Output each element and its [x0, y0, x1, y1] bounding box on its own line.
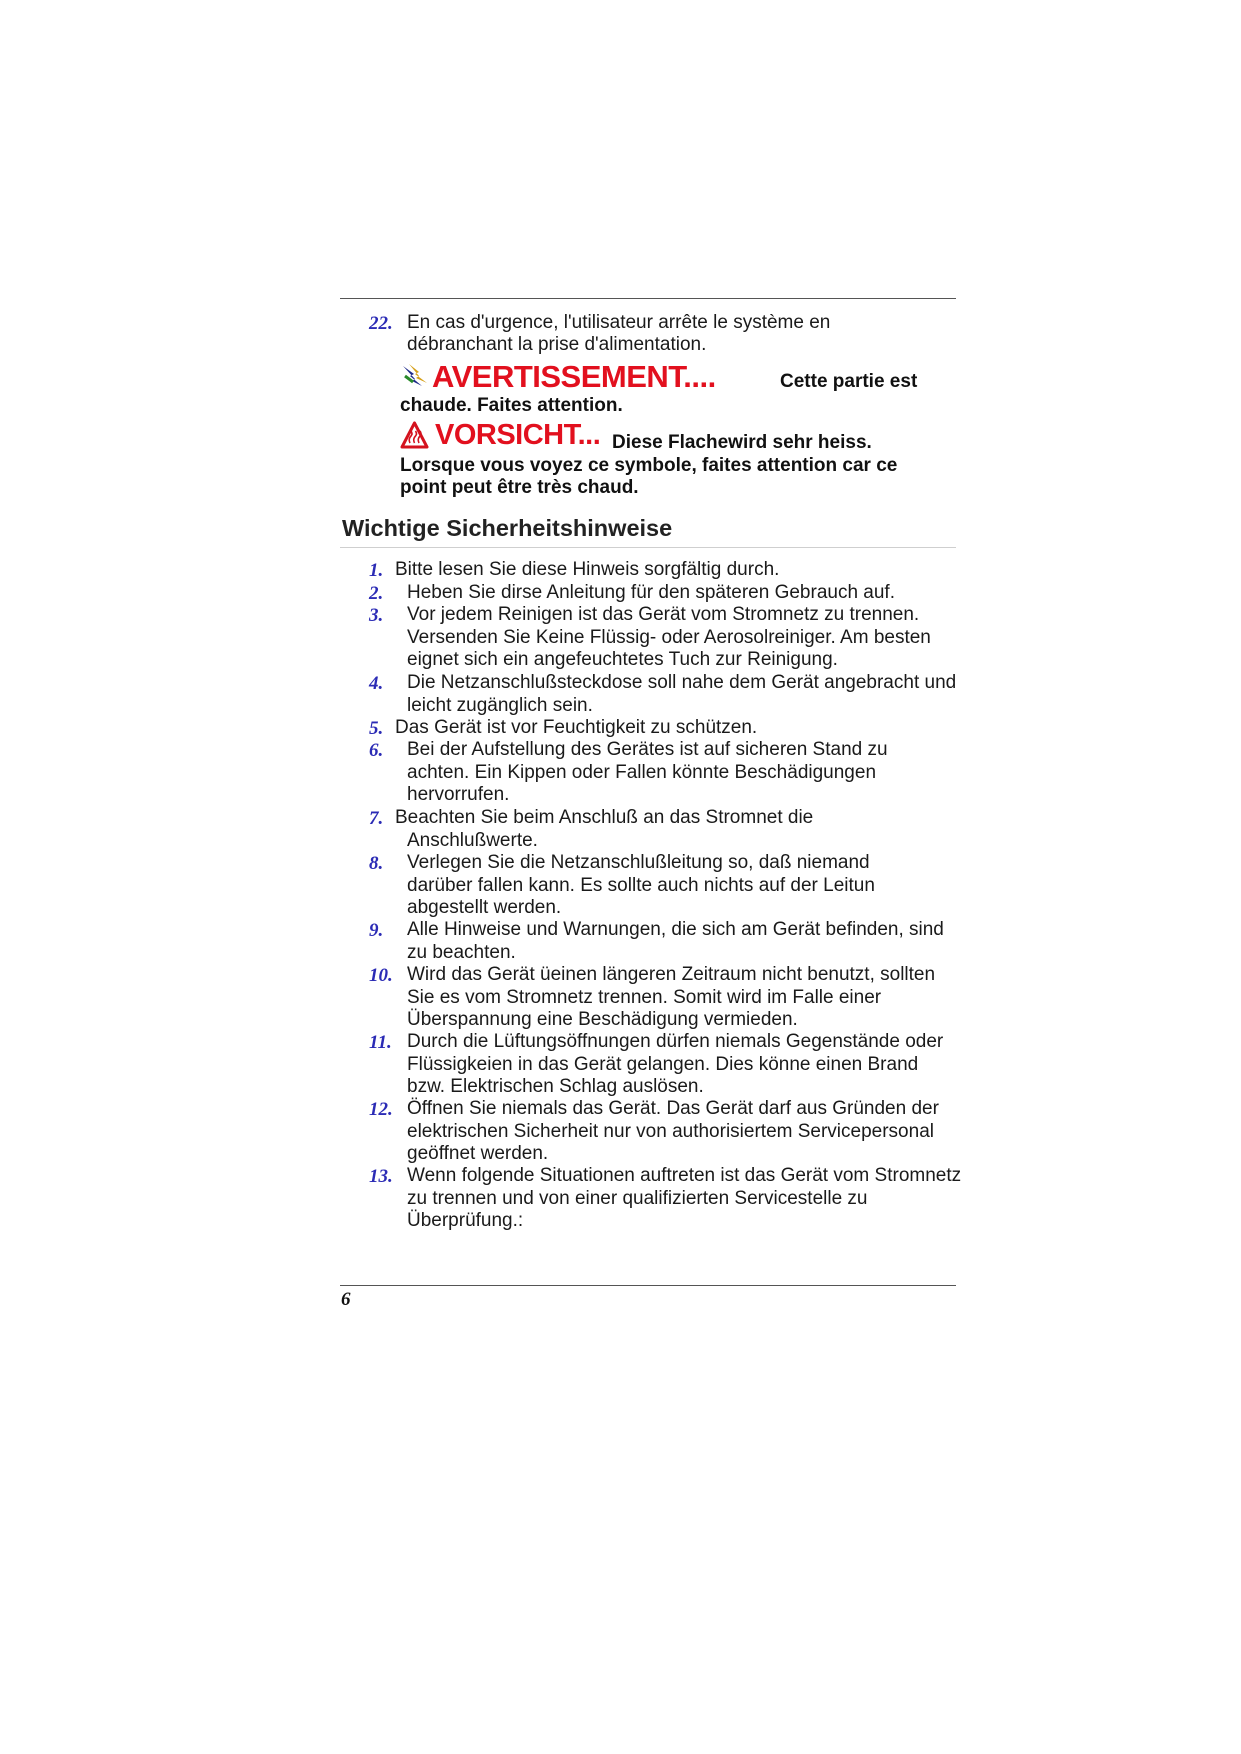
warning-de-note-3: point peut être très chaud. [400, 477, 639, 498]
item-text-line-2: Anschlußwerte. [407, 829, 538, 851]
warning-de-note-2: Lorsque vous voyez ce symbole, faites attention car ce [400, 455, 898, 476]
item-text: Durch die Lüftungsöffnungen dürfen niemals Gegenstände oder Flüssigkeien in das Gerät gelangen. Dies könne einen Brand bzw. Elektrischen Schlag auslösen. [407, 1031, 944, 1097]
item-text-line-1: Beachten Sie beim Anschluß an das Stromnet die [395, 807, 814, 828]
item-number: 6. [369, 740, 384, 761]
item-text: Wenn folgende Situationen auftreten ist das Gerät vom Stromnetz zu trennen und von einer qualifizierten Servicestelle zu Überprüfung.: [407, 1165, 962, 1231]
item-text: Heben Sie dirse Anleitung für den späteren Gebrauch auf. [407, 582, 895, 603]
item-number: 10. [369, 965, 393, 986]
warning-fr [400, 359, 716, 395]
warning-fr-note-1: Cette partie est [780, 371, 918, 392]
item-text: Verlegen Sie die Netzanschlußleitung so, daß niemand darüber fallen kann. Es sollte auch nichts auf der Leitun abgestellt werden. [407, 852, 875, 918]
item-text: Das Gerät ist vor Feuchtigkeit zu schützen. [395, 717, 758, 738]
item-text: Wird das Gerät üeinen längeren Zeitraum nicht benutzt, sollten Sie es vom Stromnetz trennen. Somit wird im Falle einer Überspannung eine Beschädigung vermieden. [407, 964, 936, 1030]
warning-fr-note-2: chaude. Faites attention. [400, 395, 623, 416]
item-text: Vor jedem Reinigen ist das Gerät vom Stromnetz zu trennen. Versenden Sie Keine Flüssig- oder Aerosolreiniger. Am besten eignet sich ein angefeuchtetes Tuch zur Reinigung. [407, 604, 931, 670]
warning-de [400, 419, 600, 452]
item-number: 13. [369, 1166, 393, 1187]
item-number: 12. [369, 1099, 393, 1120]
item-text: Öffnen Sie niemals das Gerät. Das Gerät darf aus Gründen der elektrischen Sicherheit nur von authorisiertem Servicepersonal geöffnet werden. [407, 1098, 939, 1164]
item-number: 3. [369, 605, 384, 626]
top-rule [340, 298, 956, 299]
item-text: En cas d'urgence, l'utilisateur arrête le système en débranchant la prise d'alimentation. [407, 312, 831, 355]
warning-de-label: VORSICHT... [435, 419, 601, 451]
item-text: Alle Hinweise und Warnungen, die sich am Gerät befinden, sind zu beachten. [407, 919, 944, 963]
item-text: Bitte lesen Sie diese Hinweis sorgfältig durch. [395, 559, 780, 580]
item-number: 1. [369, 560, 384, 581]
item-number: 2. [369, 583, 384, 604]
lightning-warning-icon [400, 362, 430, 392]
hot-surface-triangle-icon [400, 421, 429, 450]
warning-fr-label: AVERTISSEMENT.... [432, 359, 716, 394]
item-number: 4. [369, 673, 384, 694]
item-number: 8. [369, 853, 384, 874]
page-number: 6 [341, 1289, 351, 1310]
footer-rule [340, 1285, 956, 1286]
item-number: 5. [369, 718, 384, 739]
item-text [395, 807, 965, 852]
warning-de-note-1: Diese Flachewird sehr heiss. [612, 432, 872, 453]
section-heading: Wichtige Sicherheitshinweise [342, 515, 673, 541]
item-text: Bei der Aufstellung des Gerätes ist auf sicheren Stand zu achten. Ein Kippen oder Fallen könnte Beschädigungen hervorrufen. [407, 739, 888, 805]
item-number: 11. [369, 1032, 392, 1053]
item-number: 9. [369, 920, 384, 941]
item-text: Die Netzanschlußsteckdose soll nahe dem Gerät angebracht und leicht zugänglich sein. [407, 672, 957, 716]
item-number: 7. [369, 808, 384, 829]
heading-rule [340, 547, 956, 548]
item-number: 22. [369, 313, 393, 334]
